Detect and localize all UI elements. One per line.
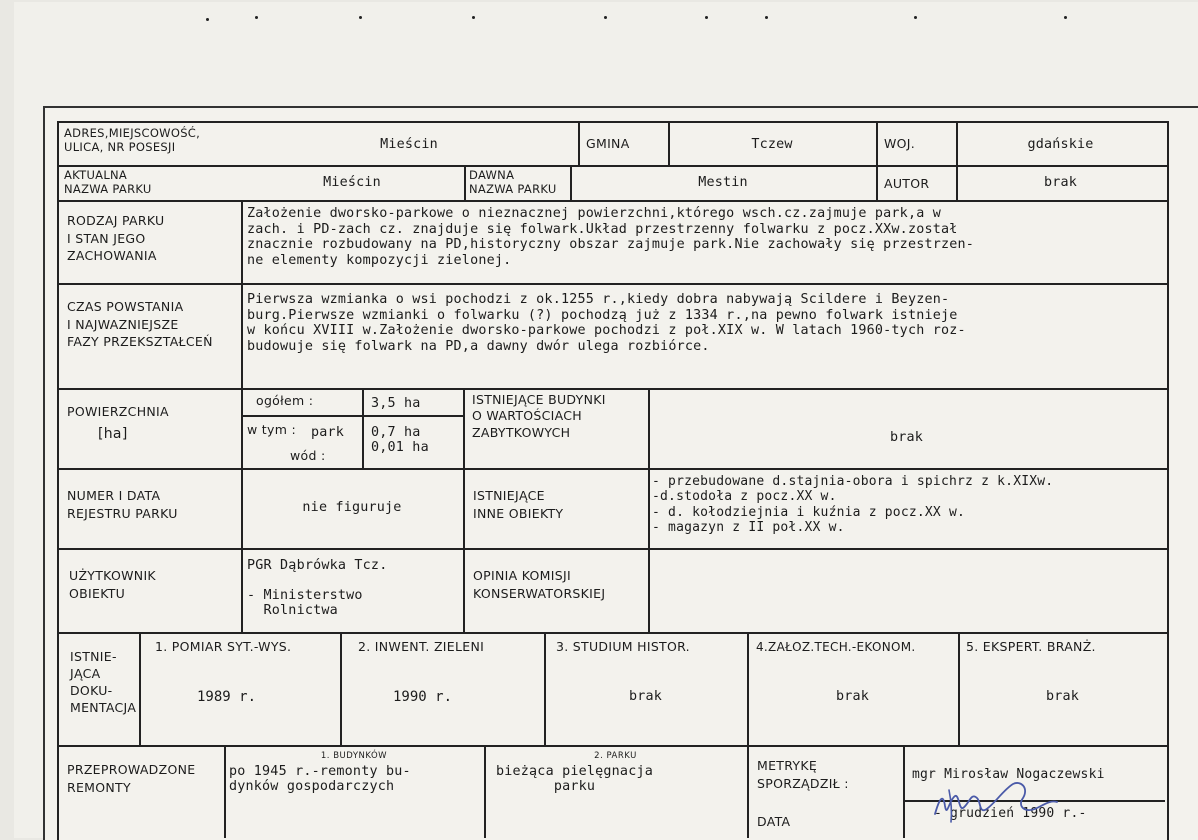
- history-text: Pierwsza wzmianka o wsi pochodzi z ok.1255 r.,kiedy dobra nabywają Scildere i Beyzen- burg.Pierwsze wzmianki o folwarku (?) pochodzą już z 1334 r.,na pewno folwark istnieje w końcu XVIII w.Założenie dworsko-parkowe pochodzi z poł.XIX w. W latach 1960-tych roz- budowuje się folwark na PD,a dawny dwór ulega rozbiórce.: [247, 292, 966, 354]
- area-total-value: 3,5 ha: [371, 396, 421, 411]
- row-divider: [57, 283, 1167, 285]
- col-divider: [903, 745, 905, 838]
- doc-greenery-value: 1990 r.: [393, 689, 453, 705]
- ink-dot: [914, 16, 917, 19]
- doc-expert-label: 5. EKSPERT. BRANŻ.: [966, 639, 1096, 654]
- repairs-label: PRZEPROWADZONE REMONTY: [67, 762, 196, 795]
- autor-value: brak: [1043, 175, 1078, 190]
- registry-label: NUMER I DATA REJESTRU PARKU: [67, 488, 178, 521]
- date-label: DATA: [757, 814, 791, 829]
- ink-dot: [1064, 16, 1067, 19]
- user-value: PGR Dąbrówka Tcz. - Ministerstwo Rolnictwa: [247, 558, 388, 618]
- documentation-label: ISTNIE- JĄCA DOKU- MENTACJA: [70, 649, 137, 715]
- col-divider: [648, 388, 650, 469]
- row-divider: [57, 632, 1167, 634]
- repairs-buildings-label: 1. BUDYNKÓW: [320, 751, 388, 761]
- doc-tech-value: brak: [835, 689, 870, 704]
- buildings-label: ISTNIEJĄCE BUDYNKI O WARTOŚCIACH ZABYTKOWYCH: [472, 392, 606, 440]
- address-value: Mieścin: [380, 137, 438, 152]
- repairs-park-label: 2. PARKU: [594, 751, 637, 761]
- woj-label: WOJ.: [884, 136, 916, 151]
- gmina-label: GMINA: [586, 136, 630, 151]
- ink-dot: [206, 18, 209, 21]
- col-divider: [464, 165, 466, 201]
- address-label: ADRES,MIEJSCOWOŚĆ, ULICA, NR POSESJI: [64, 126, 201, 154]
- col-divider: [463, 388, 465, 633]
- col-divider: [139, 632, 141, 746]
- area-park-label: park: [311, 425, 345, 440]
- doc-history-value: brak: [628, 689, 663, 704]
- doc-tech-label: 4.ZAŁOZ.TECH.-EKONOM.: [756, 640, 916, 654]
- opinion-label: OPINIA KOMISJI KONSERWATORSKIEJ: [473, 568, 606, 601]
- col-divider: [876, 121, 878, 201]
- current-name-label: AKTUALNA NAZWA PARKU: [64, 168, 152, 196]
- area-label: POWIERZCHNIA: [67, 404, 169, 419]
- label-column-divider: [241, 200, 243, 633]
- col-divider: [362, 388, 364, 469]
- row-divider: [57, 388, 1167, 390]
- area-water-value: 0,01 ha: [371, 440, 429, 455]
- row-divider: [57, 200, 1167, 202]
- park-type-text: Założenie dworsko-parkowe o nieznacznej powierzchni,którego wsch.cz.zajmuje park,a w zach. i PD-zach cz. znajduje się folwark.Układ przestrzenny folwarku z pocz.XXw.został znacznie rozbudowany na PD,historyczny obszar zajmuje park.Nie zachowały się przestrzen- ne elementy kompozycji zielonej.: [247, 206, 975, 268]
- ink-dot: [705, 16, 708, 19]
- area-unit: [ha]: [98, 426, 128, 442]
- area-incl-label: w tym :: [247, 422, 296, 437]
- col-divider: [340, 632, 342, 746]
- ink-dot: [255, 16, 258, 19]
- signature-scribble: [925, 770, 1075, 830]
- repairs-park-value: bieżąca pielęgnacja parku: [496, 764, 653, 794]
- col-divider: [648, 468, 650, 633]
- col-divider: [578, 121, 580, 166]
- doc-greenery-label: 2. INWENT. ZIELENI: [358, 639, 485, 654]
- ink-dot: [604, 16, 607, 19]
- former-name-value: Mestin: [698, 175, 748, 190]
- repairs-buildings-value: po 1945 r.-remonty bu- dynków gospodarczych: [229, 764, 411, 794]
- ink-dot: [765, 16, 768, 19]
- other-objects-label: ISTNIEJĄCE INNE OBIEKTY: [473, 488, 564, 521]
- area-water-label: wód :: [290, 448, 326, 463]
- date-value: - grudzień 1990 r.-: [934, 806, 1087, 821]
- other-objects-value: - przebudowane d.stajnia-obora i spichrz z k.XIXw. -d.stodoła z pocz.XX w. - d. kołodziejnia i kuźnia z pocz.XX w. - magazyn z II poł.XX w.: [652, 474, 1054, 535]
- metric-label: METRYKĘ SPORZĄDZIŁ :: [757, 758, 849, 791]
- row-divider: [57, 548, 1167, 550]
- col-divider: [747, 745, 749, 838]
- metric-author: mgr Mirosław Nogaczewski: [912, 767, 1105, 782]
- autor-label: AUTOR: [884, 176, 930, 191]
- history-label: CZAS POWSTANIA I NAJWAZNIEJSZE FAZY PRZEKSZTAŁCEŃ: [67, 299, 213, 349]
- doc-history-label: 3. STUDIUM HISTOR.: [556, 639, 690, 654]
- area-total-label: ogółem :: [256, 393, 314, 408]
- area-divider: [241, 415, 463, 417]
- woj-value: gdańskie: [1027, 137, 1094, 152]
- area-park-value: 0,7 ha: [371, 425, 421, 440]
- user-label: UŻYTKOWNIK OBIEKTU: [69, 568, 156, 601]
- doc-survey-label: 1. POMIAR SYT.-WYS.: [155, 639, 292, 654]
- row-divider: [57, 468, 1167, 470]
- doc-expert-value: brak: [1045, 689, 1080, 704]
- row-divider: [57, 165, 1167, 167]
- ink-dot: [359, 16, 362, 19]
- park-type-label: RODZAJ PARKU I STAN JEGO ZACHOWANIA: [67, 213, 165, 263]
- current-name-value: Mieścin: [323, 175, 381, 190]
- former-name-label: DAWNA NAZWA PARKU: [469, 168, 557, 196]
- registry-value: nie figuruje: [302, 500, 402, 515]
- gmina-value: Tczew: [751, 137, 793, 152]
- buildings-value: brak: [889, 430, 924, 445]
- doc-survey-value: 1989 r.: [197, 689, 257, 705]
- ink-dot: [472, 16, 475, 19]
